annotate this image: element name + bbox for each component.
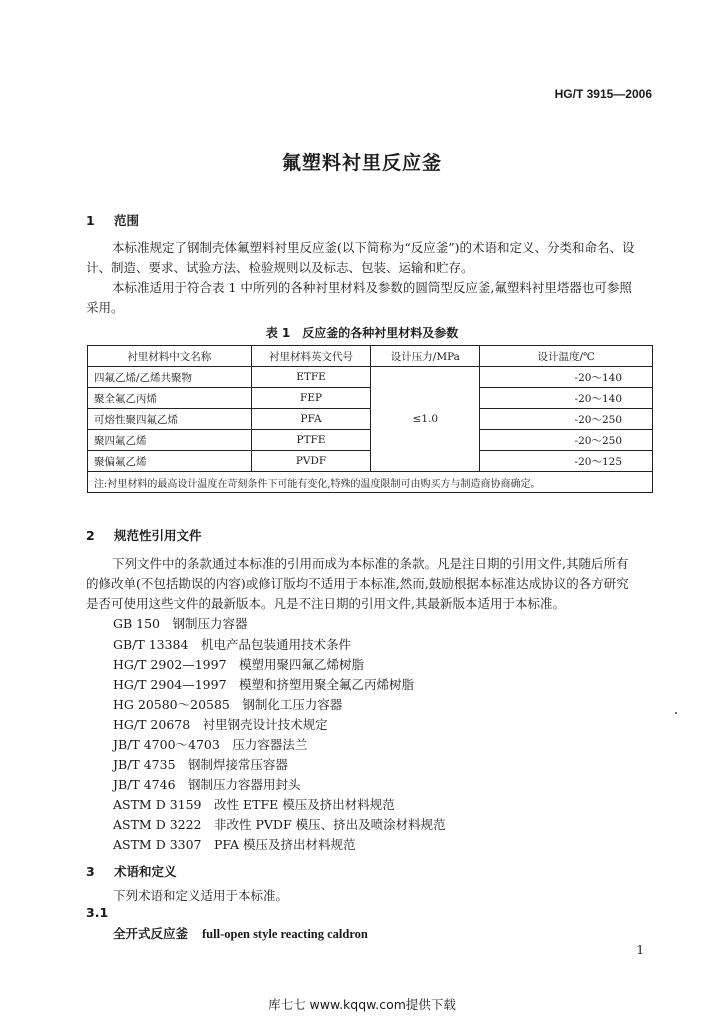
page-number: 1 xyxy=(636,943,644,957)
table-header-row xyxy=(88,346,653,367)
table-row xyxy=(88,409,653,430)
section-number: 2 xyxy=(86,528,95,543)
reference-item: JB/T 4746 钢制压力容器用封头 xyxy=(113,777,301,792)
design-temperature: -20～140 xyxy=(480,388,653,409)
section-1-heading xyxy=(86,211,139,229)
term-english: full-open style reacting caldron xyxy=(202,927,368,941)
design-temperature: -20～140 xyxy=(480,367,653,388)
reference-item: HG/T 2902—1997 模塑用聚四氟乙烯树脂 xyxy=(113,657,365,672)
table-header-cell: 设计温度/℃ xyxy=(480,346,653,367)
reference-item: ASTM D 3307 PFA 模压及挤出材料规范 xyxy=(113,837,356,852)
footer-watermark: 库七七 www.kqqw.com提供下载 xyxy=(268,997,456,1012)
section-2-heading xyxy=(86,526,202,544)
table-header-cell: 衬里材料英文代号 xyxy=(251,346,371,367)
reference-item: HG 20580～20585 钢制化工压力容器 xyxy=(113,697,343,712)
section-title: 规范性引用文件 xyxy=(114,528,202,543)
design-pressure: ≤1.0 xyxy=(371,367,480,472)
section-number: 3 xyxy=(86,864,95,879)
table-row xyxy=(88,451,653,472)
materials-table xyxy=(87,345,653,493)
table-note-row xyxy=(88,472,653,493)
table-header-cell: 衬里材料中文名称 xyxy=(88,346,252,367)
material-name: 聚全氟乙丙烯 xyxy=(88,388,252,409)
section-number: 1 xyxy=(86,213,95,228)
reference-item: JB/T 4700～4703 压力容器法兰 xyxy=(113,737,308,752)
term-entry xyxy=(113,924,368,942)
scope-paragraph-1 xyxy=(86,238,652,278)
material-name: 可熔性聚四氟乙烯 xyxy=(88,409,252,430)
design-temperature: -20～250 xyxy=(480,430,653,451)
reference-item: ASTM D 3159 改性 ETFE 模压及挤出材料规范 xyxy=(113,797,395,812)
section-3-heading xyxy=(86,862,177,880)
material-name: 四氟乙烯/乙烯共聚物 xyxy=(88,367,252,388)
material-code: PVDF xyxy=(251,451,371,472)
material-code: PFA xyxy=(251,409,371,430)
material-code: ETFE xyxy=(251,367,371,388)
design-temperature: -20～250 xyxy=(480,409,653,430)
reference-item: HG/T 20678 衬里钢壳设计技术规定 xyxy=(113,717,328,732)
table-caption: 表 1 反应釜的各种衬里材料及参数 xyxy=(265,326,459,340)
standard-number: HG/T 3915—2006 xyxy=(554,87,652,101)
section-title: 术语和定义 xyxy=(114,864,177,879)
material-name: 聚偏氟乙烯 xyxy=(88,451,252,472)
text-line: 下列文件中的条款通过本标准的引用而成为本标准的条款。凡是注日期的引用文件,其随后所有 xyxy=(112,556,629,571)
text-line: 采用。 xyxy=(86,300,124,315)
reference-item: GB/T 13384 机电产品包装通用技术条件 xyxy=(113,637,351,652)
table-header-cell: 设计压力/MPa xyxy=(371,346,480,367)
table-note: 注:衬里材料的最高设计温度在苛刻条件下可能有变化,特殊的温度限制可由购买方与制造商协商确定。 xyxy=(88,472,653,493)
text-line: 本标准规定了钢制壳体氟塑料衬里反应釜(以下简称为“反应釜”)的术语和定义、分类和命名、设 xyxy=(112,240,635,255)
table-row xyxy=(88,367,653,388)
reference-item: HG/T 2904—1997 模塑和挤塑用聚全氟乙丙烯树脂 xyxy=(113,677,415,692)
document-title: 氟塑料衬里反应釜 xyxy=(281,152,442,174)
table-row xyxy=(88,430,653,451)
text-line: 计、制造、要求、试验方法、检验规则以及标志、包装、运输和贮存。 xyxy=(86,260,474,275)
section-title: 范围 xyxy=(114,213,140,228)
normative-references-paragraph xyxy=(86,554,652,614)
table-row xyxy=(88,388,653,409)
scan-speck xyxy=(675,712,677,714)
text-line: 本标准适用于符合表 1 中所列的各种衬里材料及参数的圆筒型反应釜,氟塑料衬里塔器也可参照 xyxy=(112,280,632,295)
reference-item: JB/T 4735 钢制焊接常压容器 xyxy=(113,757,289,772)
reference-item: GB 150 钢制压力容器 xyxy=(113,616,248,631)
material-code: PTFE xyxy=(251,430,371,451)
design-temperature: -20～125 xyxy=(480,451,653,472)
material-code: FEP xyxy=(251,388,371,409)
term-chinese: 全开式反应釜 xyxy=(113,926,189,941)
text-line: 是否可使用这些文件的最新版本。凡是不注日期的引用文件,其最新版本适用于本标准。 xyxy=(86,596,565,611)
reference-item: ASTM D 3222 非改性 PVDF 模压、挤出及喷涂材料规范 xyxy=(113,817,446,832)
terms-intro: 下列术语和定义适用于本标准。 xyxy=(113,888,289,903)
subsection-number: 3.1 xyxy=(86,905,109,920)
text-line: 的修改单(不包括勘误的内容)或修订版均不适用于本标准,然而,鼓励根据本标准达成协议的各方研究 xyxy=(86,576,629,591)
scope-paragraph-2 xyxy=(86,278,652,318)
material-name: 聚四氟乙烯 xyxy=(88,430,252,451)
